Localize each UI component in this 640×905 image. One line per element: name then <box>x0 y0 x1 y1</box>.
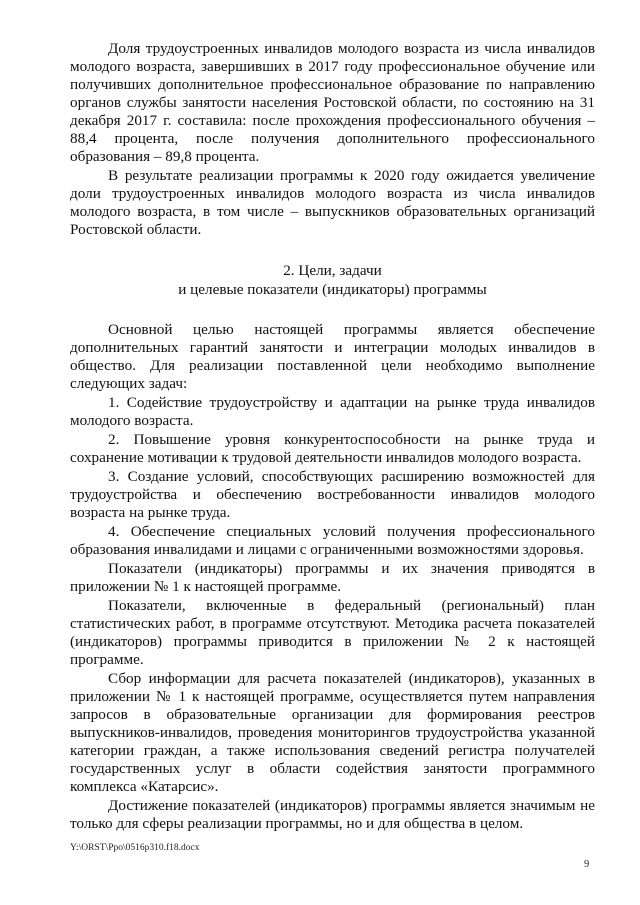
document-body <box>70 40 595 833</box>
section-heading-line-1: 2. Цели, задачи <box>283 262 382 279</box>
task-item-3: 3. Создание условий, способствующих расширению возможностей для трудоустройства и обеспечению востребованности инвалидов молодого возраста на рынке труда. <box>70 468 595 521</box>
paragraph-data-collection: Сбор информации для расчета показателей (индикаторов), указанных в приложении № 1 к настоящей программе, осуществляется путем направления запросов в образовательные организации для формирования реестров выпускников-инвалидов, проведения мониторингов трудоустройства указанной категории граждан, а также использования сведений регистра получателей государственных услуг в области содействия занятости программного комплекса «Катарсис». <box>70 670 595 795</box>
task-item-2: 2. Повышение уровня конкурентоспособности на рынке труда и сохранение мотивации к трудовой деятельности инвалидов молодого возраста. <box>70 431 595 466</box>
page-number: 9 <box>584 859 590 870</box>
paragraph-significance: Достижение показателей (индикаторов) программы является значимым не только для сферы реализации программы, но и для общества в целом. <box>70 797 595 832</box>
paragraph-main-goal: Основной целью настоящей программы является обеспечение дополнительных гарантий занятости и интеграции молодых инвалидов в общество. Для реализации поставленной цели необходимо выполнение следующих задач: <box>70 321 595 392</box>
paragraph-statistical-plan: Показатели, включенные в федеральный (региональный) план статистических работ, в программе отсутствуют. Методика расчета показателей (индикаторов) программы приводится в приложении № 2 к настоящей программе. <box>70 597 595 668</box>
footer-file-path: Y:\ORST\Ppo\0516p310.f18.docx <box>70 843 200 853</box>
task-item-1: 1. Содействие трудоустройству и адаптации на рынке труда инвалидов молодого возраста. <box>70 394 595 429</box>
paragraph-employment-share: Доля трудоустроенных инвалидов молодого возраста из числа инвалидов молодого возраста, завершивших в 2017 году профессиональное обучение или получивших дополнительное профессиональное образование по направлению органов службы занятости населения Ростовской области, по состоянию на 31 декабря 2017 г. составила: после прохождения профессионального обучения – 88,4 процента, после получения дополнительного профессионального образования – 89,8 процента. <box>70 40 595 165</box>
section-heading-line-2: и целевые показатели (индикаторы) программы <box>178 281 487 298</box>
paragraph-indicators-appendix: Показатели (индикаторы) программы и их значения приводятся в приложении № 1 к настоящей программе. <box>70 560 595 595</box>
task-item-4: 4. Обеспечение специальных условий получения профессионального образования инвалидами и лицами с ограниченными возможностями здоровья. <box>70 523 595 558</box>
paragraph-expected-result: В результате реализации программы к 2020 году ожидается увеличение доли трудоустроенных инвалидов молодого возраста из числа инвалидов молодого возраста, в том числе – выпускников образовательных организаций Ростовской области. <box>70 167 595 238</box>
section-heading <box>70 261 595 299</box>
